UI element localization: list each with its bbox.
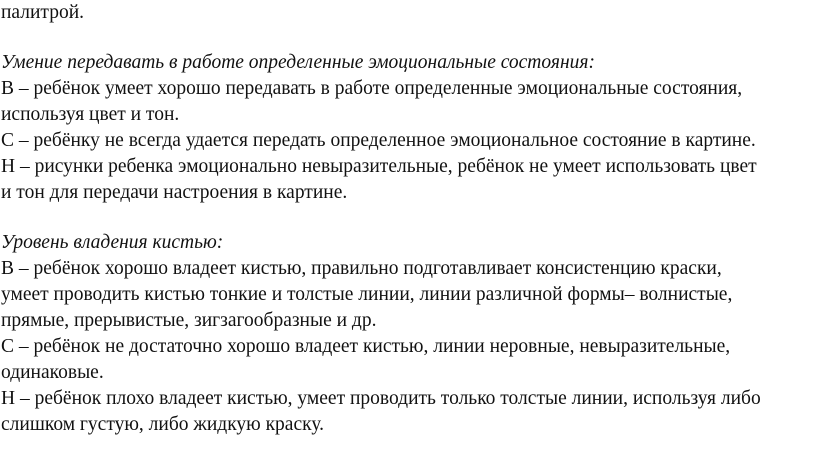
section-heading-brush-skill: Уровень владения кистью: — [1, 232, 224, 253]
text-line: и тон для передачи настроения в картине. — [1, 182, 348, 203]
text-line: одинаковые. — [1, 362, 104, 383]
text-line: палитрой. — [1, 2, 84, 23]
text-line: Н – рисунки ребенка эмоционально невыразительные, ребёнок не умеет использовать цвет — [1, 156, 757, 177]
text-line: используя цвет и тон. — [1, 104, 180, 125]
text-line: прямые, прерывистые, зигзагообразные и др. — [1, 310, 377, 331]
section-heading-emotional-states: Умение передавать в работе определенные эмоциональные состояния: — [1, 52, 595, 73]
text-line: С – ребёнок не достаточно хорошо владеет кистью, линии неровные, невыразительные, — [1, 336, 731, 357]
text-line: слишком густую, либо жидкую краску. — [1, 414, 324, 435]
text-line: В – ребёнок умеет хорошо передавать в работе определенные эмоциональные состояния, — [1, 78, 743, 99]
text-line: В – ребёнок хорошо владеет кистью, правильно подготавливает консистенцию краски, — [1, 258, 722, 279]
text-line: С – ребёнку не всегда удается передать определенное эмоциональное состояние в картине. — [1, 130, 756, 151]
text-line: умеет проводить кистью тонкие и толстые линии, линии различной формы– волнистые, — [1, 284, 733, 305]
text-line: Н – ребёнок плохо владеет кистью, умеет проводить только толстые линии, используя либо — [1, 388, 761, 409]
